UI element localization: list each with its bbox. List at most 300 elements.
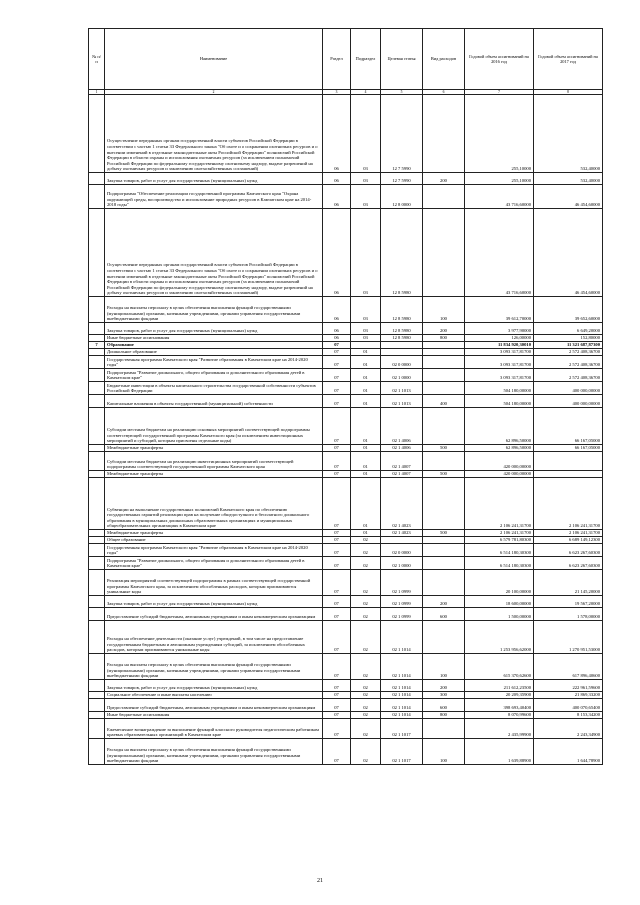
row-number: [89, 382, 105, 395]
subsection-code: 02: [351, 680, 381, 692]
target-article-code: 02 1 1014: [381, 692, 423, 699]
target-article-code: 02 1 1014: [381, 699, 423, 712]
amount-2016: 43 716,60000: [465, 209, 534, 297]
row-number: [89, 95, 105, 173]
table-row: [89, 699, 603, 712]
expense-type-code: [423, 185, 465, 209]
section-code: 07: [323, 408, 351, 445]
table-row: [89, 335, 603, 342]
amount-2017: 1 270 951,53000: [534, 621, 603, 654]
subsection-code: 03: [351, 323, 381, 335]
item-name: Осуществление переданных органам государственной власти субъектов Российской Федерации в соответствии с частью 1 статьи 33 Федерального закона "Об охоте и о сохранении охотничьих ресурсов и о внесении изменений в отдельные законодательные акты Российской Федерации" полномочий Российской Федерации в области охраны и использования охотничьих ресурсов (за исключением полномочий Российской Федерации по федеральному государственному охотничьему надзору, выдаче разрешений на добычу охотничьих ресурсов и заключению охотхозяйственных соглашений): [105, 209, 323, 297]
table-row: [89, 369, 603, 382]
section-code: 07: [323, 608, 351, 621]
section-code: 07: [323, 395, 351, 408]
item-name: Социальное обеспечение и иные выплаты населению: [105, 692, 323, 699]
target-article-code: [381, 349, 423, 356]
section-code: 07: [323, 692, 351, 699]
amount-2016: 211 612,23500: [465, 680, 534, 692]
target-article-code: 02 1 1014: [381, 680, 423, 692]
expense-type-code: [423, 342, 465, 349]
subsection-code: 02: [351, 557, 381, 570]
amount-2016: 2 106 241,31700: [465, 530, 534, 537]
amount-2017: 617 896,40600: [534, 654, 603, 680]
subsection-code: 01: [351, 530, 381, 537]
row-number: [89, 621, 105, 654]
row-number: [89, 699, 105, 712]
expense-type-code: [423, 570, 465, 596]
amount-2017: 46 454,60000: [534, 185, 603, 209]
amount-2016: 62 896,50000: [465, 408, 534, 445]
amount-2016: 420 000,00000: [465, 471, 534, 478]
amount-2017: 66 167,05000: [534, 445, 603, 452]
expense-type-code: [423, 452, 465, 471]
expense-type-code: [423, 537, 465, 544]
item-name: Закупка товаров, работ и услуг для государственных (муниципальных) нужд: [105, 173, 323, 185]
section-code: 06: [323, 297, 351, 323]
row-number: [89, 209, 105, 297]
target-article-code: 02 1 4007: [381, 452, 423, 471]
header-amount-2017: Годовой объем ассигнований на 2017 год: [534, 29, 603, 90]
expense-type-code: [423, 382, 465, 395]
section-code: 07: [323, 544, 351, 557]
table-row: [89, 478, 603, 530]
table-row: [89, 408, 603, 445]
subsection-code: 01: [351, 369, 381, 382]
section-code: 06: [323, 323, 351, 335]
item-name: Ежемесячное вознаграждение за выполнение функций классного руководителя педагогическим работникам краевых образовательных организаций в Камчатском крае: [105, 719, 323, 739]
table-row: [89, 544, 603, 557]
subsection-code: 02: [351, 739, 381, 765]
table-row: [89, 209, 603, 297]
subsection-code: 02: [351, 537, 381, 544]
subsection-code: 02: [351, 544, 381, 557]
amount-2017: 532,40000: [534, 95, 603, 173]
amount-2016: 1 639,88900: [465, 739, 534, 765]
subsection-code: 03: [351, 297, 381, 323]
target-article-code: 02 1 1014: [381, 712, 423, 719]
column-number: 5: [381, 90, 423, 95]
target-article-code: 02 1 1014: [381, 654, 423, 680]
amount-2017: 400 000,00000: [534, 382, 603, 395]
amount-2017: 2 572 408,36700: [534, 369, 603, 382]
section-code: 07: [323, 654, 351, 680]
target-article-code: 12 7 5990: [381, 173, 423, 185]
row-number: [89, 719, 105, 739]
budget-table-sheet: [88, 28, 602, 765]
subsection-code: 02: [351, 719, 381, 739]
item-name: Расходы на выплаты персоналу в целях обеспечения выполнения функций государственными (муниципальными) органами, казенными учреждениями, органами управления государственными внебюджетными фондами: [105, 739, 323, 765]
amount-2017: 6 623 267,60300: [534, 557, 603, 570]
section-code: 07: [323, 342, 351, 349]
row-number: [89, 680, 105, 692]
table-row: [89, 356, 603, 369]
expense-type-code: 100: [423, 654, 465, 680]
expense-type-code: 200: [423, 323, 465, 335]
column-number: 2: [105, 90, 323, 95]
amount-2017: 2 572 408,36700: [534, 349, 603, 356]
amount-2016: 6 514 180,30300: [465, 557, 534, 570]
table-row: [89, 323, 603, 335]
amount-2016: 6 514 180,30300: [465, 544, 534, 557]
amount-2016: 3 093 317,81700: [465, 369, 534, 382]
item-name: Расходы на обеспечение деятельности (оказание услуг) учреждений, в том числе на предоставление государственным бюджетным и автономным учреждениям субсидий, за исключением обособленных расходов, которым присваиваются уникальные коды: [105, 621, 323, 654]
target-article-code: 02 1 0999: [381, 596, 423, 608]
row-number: [89, 544, 105, 557]
subsection-code: 01: [351, 408, 381, 445]
amount-2017: 46 454,60000: [534, 209, 603, 297]
item-name: Закупка товаров, работ и услуг для государственных (муниципальных) нужд: [105, 680, 323, 692]
amount-2016: 43 716,60000: [465, 185, 534, 209]
expense-type-code: [423, 408, 465, 445]
item-name: Межбюджетные трансферты: [105, 445, 323, 452]
table-row: [89, 173, 603, 185]
expense-type-code: [423, 621, 465, 654]
subsection-code: 03: [351, 209, 381, 297]
header-num: № п/п: [89, 29, 105, 90]
expense-type-code: [423, 209, 465, 297]
amount-2017: 6 649,20000: [534, 323, 603, 335]
subsection-code: 01: [351, 478, 381, 530]
target-article-code: 02 1 0000: [381, 557, 423, 570]
amount-2017: 2 572 408,36700: [534, 356, 603, 369]
section-code: 07: [323, 596, 351, 608]
expense-type-code: [423, 356, 465, 369]
section-code: 07: [323, 452, 351, 471]
header-amount-2016: Годовой объем ассигнований на 2016 год: [465, 29, 534, 90]
row-number: [89, 739, 105, 765]
amount-2016: 255,10000: [465, 173, 534, 185]
item-name: Осуществление переданных органам государственной власти субъектов Российской Федерации в соответствии с частью 1 статьи 33 Федерального закона "Об охоте и о сохранении охотничьих ресурсов и о внесении изменений в отдельные законодательные акты Российской Федерации" полномочий Российской Федерации в области охраны и использования охотничьих ресурсов (за исключением полномочий Российской Федерации по федеральному государственному охотничьему надзору, выдаче разрешений на добычу охотничьих ресурсов и заключению охотхозяйственных соглашений): [105, 95, 323, 173]
table-row: [89, 471, 603, 478]
header-name: Наименование: [105, 29, 323, 90]
target-article-code: [381, 537, 423, 544]
subsection-code: 02: [351, 699, 381, 712]
expense-type-code: [423, 95, 465, 173]
expense-type-code: 500: [423, 530, 465, 537]
section-code: 07: [323, 557, 351, 570]
row-number: [89, 173, 105, 185]
target-article-code: 02 0 0000: [381, 356, 423, 369]
section-code: 06: [323, 185, 351, 209]
target-article-code: 02 1 4023: [381, 530, 423, 537]
amount-2016: 1 500,00000: [465, 608, 534, 621]
expense-type-code: 500: [423, 445, 465, 452]
section-code: 07: [323, 530, 351, 537]
item-name: Общее образование: [105, 537, 323, 544]
subsection-code: 01: [351, 395, 381, 408]
section-code: 07: [323, 621, 351, 654]
amount-2016: 1 253 956,62000: [465, 621, 534, 654]
target-article-code: 02 1 1014: [381, 621, 423, 654]
item-name: Подпрограмма "Развитие дошкольного, общего образования и дополнительного образования детей в Камчатском крае": [105, 369, 323, 382]
amount-2016: 3 977,90000: [465, 323, 534, 335]
row-number: [89, 654, 105, 680]
item-name: Субвенции на выполнение государственных полномочий Камчатского края по обеспечению государственных гарантий реализации прав на получение общедоступного и бесплатного дошкольного образования в муниципальных дошкольных образовательных организациях и муниципальных общеобразовательных организациях в Камчатском крае: [105, 478, 323, 530]
target-article-code: 02 1 1017: [381, 739, 423, 765]
target-article-code: 02 1 1017: [381, 719, 423, 739]
row-number: [89, 323, 105, 335]
target-article-code: 12 8 5980: [381, 209, 423, 297]
section-code: 07: [323, 719, 351, 739]
amount-2016: 39 612,70000: [465, 297, 534, 323]
table-row: [89, 680, 603, 692]
column-number: 4: [351, 90, 381, 95]
header-subsection: Подраздел: [351, 29, 381, 90]
amount-2016: 398 693,40400: [465, 699, 534, 712]
amount-2017: 1 644,78900: [534, 739, 603, 765]
table-body: [89, 95, 603, 765]
table-row: [89, 95, 603, 173]
column-number: 8: [534, 90, 603, 95]
amount-2017: 6 689 149,12300: [534, 537, 603, 544]
item-name: Государственная программа Камчатского края "Развитие образования в Камчатском крае на 2014-2020 годы": [105, 356, 323, 369]
header-expense-type: Вид расходов: [423, 29, 465, 90]
table-row: [89, 596, 603, 608]
amount-2016: 18 600,00000: [465, 596, 534, 608]
page-number: 21: [317, 878, 323, 884]
target-article-code: 02 1 4006: [381, 408, 423, 445]
item-name: Подпрограмма "Обеспечение реализации государственной программы Камчатского края "Охрана окружающей среды, воспроизводство и использование природных ресурсов в Камчатском крае на 2014-2018 годы": [105, 185, 323, 209]
item-name: Бюджетные инвестиции в объекты капитального строительства государственной собственности субъектов Российской Федерации: [105, 382, 323, 395]
table-row: [89, 445, 603, 452]
amount-2017: 400 070,65400: [534, 699, 603, 712]
row-number: [89, 335, 105, 342]
target-article-code: 02 1 4006: [381, 445, 423, 452]
item-name: Расходы на выплаты персоналу в целях обеспечения выполнения функций государственными (муниципальными) органами, казенными учреждениями, органами управления государственными внебюджетными фондами: [105, 654, 323, 680]
target-article-code: 12 8 5980: [381, 297, 423, 323]
amount-2017: 6 623 267,60300: [534, 544, 603, 557]
target-article-code: 02 1 1013: [381, 395, 423, 408]
row-number: [89, 692, 105, 699]
expense-type-code: [423, 719, 465, 739]
target-article-code: 02 1 4023: [381, 478, 423, 530]
row-number: [89, 395, 105, 408]
row-number: [89, 452, 105, 471]
amount-2016: 2 435,99900: [465, 719, 534, 739]
amount-2017: 400 000,00000: [534, 395, 603, 408]
expense-type-code: 100: [423, 739, 465, 765]
expense-type-code: 600: [423, 699, 465, 712]
amount-2016: 2 106 241,31700: [465, 478, 534, 530]
table-row: [89, 570, 603, 596]
amount-2017: 66 167,05000: [534, 408, 603, 445]
subsection-code: 01: [351, 356, 381, 369]
row-number: [89, 356, 105, 369]
expense-type-code: 800: [423, 712, 465, 719]
subsection-code: 03: [351, 185, 381, 209]
table-row: [89, 557, 603, 570]
expense-type-code: 600: [423, 608, 465, 621]
row-number: [89, 596, 105, 608]
table-row: [89, 621, 603, 654]
row-number: [89, 297, 105, 323]
table-row: [89, 608, 603, 621]
table-row: [89, 712, 603, 719]
section-code: 06: [323, 209, 351, 297]
amount-2016: 504 180,00000: [465, 382, 534, 395]
budget-table: [88, 28, 603, 765]
row-number: [89, 478, 105, 530]
subsection-code: 02: [351, 692, 381, 699]
table-row: [89, 739, 603, 765]
expense-type-code: 500: [423, 471, 465, 478]
amount-2017: 11 321 687,87300: [534, 342, 603, 349]
target-article-code: 02 1 0999: [381, 608, 423, 621]
target-article-code: 02 1 0000: [381, 369, 423, 382]
amount-2016: 3 093 317,81700: [465, 356, 534, 369]
amount-2016: 20 209,35900: [465, 692, 534, 699]
column-number: 3: [323, 90, 351, 95]
column-number: 6: [423, 90, 465, 95]
item-name: Субсидии местным бюджетам на реализацию инвестиционных мероприятий соответствующей подпрограммы соответствующей государственной программы Камчатского края: [105, 452, 323, 471]
expense-type-code: 300: [423, 692, 465, 699]
subsection-code: 01: [351, 452, 381, 471]
row-number: [89, 185, 105, 209]
amount-2017: 152,80000: [534, 335, 603, 342]
amount-2017: 2 106 241,31700: [534, 530, 603, 537]
subsection-code: 02: [351, 608, 381, 621]
row-number: [89, 471, 105, 478]
target-article-code: 02 1 4007: [381, 471, 423, 478]
table-row: [89, 719, 603, 739]
header-target-article: Целевая статья: [381, 29, 423, 90]
subsection-code: 02: [351, 596, 381, 608]
item-name: Межбюджетные трансферты: [105, 530, 323, 537]
row-number: [89, 557, 105, 570]
table-row: [89, 382, 603, 395]
item-name: Предоставление субсидий бюджетным, автономным учреждениям и иным некоммерческим организациям: [105, 608, 323, 621]
row-number: [89, 712, 105, 719]
row-number: [89, 369, 105, 382]
expense-type-code: 100: [423, 297, 465, 323]
item-name: Субсидии местным бюджетам на реализацию основных мероприятий соответствующей подпрограммы соответствующей государственной программы Камчатского края (за исключением инвестиционных мероприятий и субсидий, которым присвоены отдельные коды): [105, 408, 323, 445]
amount-2016: 504 180,00000: [465, 395, 534, 408]
section-code: 07: [323, 537, 351, 544]
section-code: 07: [323, 712, 351, 719]
expense-type-code: [423, 349, 465, 356]
amount-2016: 420 000,00000: [465, 452, 534, 471]
amount-2017: 2 243,34900: [534, 719, 603, 739]
item-name: Реализация мероприятий соответствующей подпрограммы в рамках соответствующей государственной программы Камчатского края, за исключением обособленных расходов, которым присваиваются уникальные коды: [105, 570, 323, 596]
amount-2017: [534, 452, 603, 471]
row-number: [89, 608, 105, 621]
amount-2017: 222 961,59600: [534, 680, 603, 692]
item-name: Подпрограмма "Развитие дошкольного, общего образования и дополнительного образования детей в Камчатском крае": [105, 557, 323, 570]
amount-2017: 8 153,34200: [534, 712, 603, 719]
table-row: [89, 395, 603, 408]
item-name: Образование: [105, 342, 323, 349]
expense-type-code: 400: [423, 395, 465, 408]
subsection-code: 01: [351, 382, 381, 395]
item-name: Закупка товаров, работ и услуг для государственных (муниципальных) нужд: [105, 323, 323, 335]
table-row: [89, 530, 603, 537]
item-name: Иные бюджетные ассигнования: [105, 712, 323, 719]
table-row: [89, 349, 603, 356]
header-row: [89, 29, 603, 90]
section-code: 06: [323, 335, 351, 342]
amount-2016: 6 579 781,80300: [465, 537, 534, 544]
target-article-code: 12 8 5980: [381, 335, 423, 342]
row-number: [89, 530, 105, 537]
row-number: 7: [89, 342, 105, 349]
column-number: 1: [89, 90, 105, 95]
column-number: 7: [465, 90, 534, 95]
amount-2017: 19 567,20000: [534, 596, 603, 608]
section-code: 07: [323, 570, 351, 596]
amount-2017: 532,40000: [534, 173, 603, 185]
row-number: [89, 537, 105, 544]
section-code: 07: [323, 739, 351, 765]
subsection-code: 01: [351, 349, 381, 356]
table-row: [89, 452, 603, 471]
table-row: [89, 297, 603, 323]
row-number: [89, 349, 105, 356]
row-number: [89, 408, 105, 445]
amount-2017: 21 869,33200: [534, 692, 603, 699]
subsection-code: [351, 342, 381, 349]
item-name: Дошкольное образование: [105, 349, 323, 356]
target-article-code: 12 7 5990: [381, 95, 423, 173]
table-row: [89, 537, 603, 544]
amount-2017: [534, 471, 603, 478]
table-row: [89, 692, 603, 699]
target-article-code: 12 8 0000: [381, 185, 423, 209]
row-number: [89, 570, 105, 596]
subsection-code: 02: [351, 712, 381, 719]
section-code: 07: [323, 356, 351, 369]
expense-type-code: 200: [423, 173, 465, 185]
target-article-code: 02 1 1013: [381, 382, 423, 395]
subsection-code: 02: [351, 621, 381, 654]
section-code: 06: [323, 95, 351, 173]
subsection-code: 02: [351, 570, 381, 596]
amount-2017: 21 145,20000: [534, 570, 603, 596]
expense-type-code: 200: [423, 596, 465, 608]
amount-2016: 11 834 920,30010: [465, 342, 534, 349]
table-row: [89, 654, 603, 680]
table-row: [89, 185, 603, 209]
amount-2017: 2 106 241,31700: [534, 478, 603, 530]
section-code: 07: [323, 349, 351, 356]
target-article-code: 02 0 0000: [381, 544, 423, 557]
expense-type-code: 800: [423, 335, 465, 342]
section-code: 07: [323, 680, 351, 692]
section-code: 06: [323, 173, 351, 185]
item-name: Государственная программа Камчатского края "Развитие образования в Камчатском крае на 2014-2020 годы": [105, 544, 323, 557]
section-code: 07: [323, 445, 351, 452]
item-name: Иные бюджетные ассигнования: [105, 335, 323, 342]
section-code: 07: [323, 382, 351, 395]
subsection-code: 03: [351, 95, 381, 173]
section-code: 07: [323, 369, 351, 382]
item-name: Предоставление субсидий бюджетным, автономным учреждениям и иным некоммерческим организациям: [105, 699, 323, 712]
header-section: Раздел: [323, 29, 351, 90]
section-code: 07: [323, 478, 351, 530]
item-name: Расходы на выплаты персоналу в целях обеспечения выполнения функций государственными (муниципальными) органами, казенными учреждениями, органами управления государственными внебюджетными фондами: [105, 297, 323, 323]
expense-type-code: [423, 544, 465, 557]
amount-2016: 615 370,62600: [465, 654, 534, 680]
amount-2016: 20 100,00000: [465, 570, 534, 596]
section-code: 07: [323, 699, 351, 712]
expense-type-code: [423, 369, 465, 382]
amount-2016: 62 896,50000: [465, 445, 534, 452]
item-name: Закупка товаров, работ и услуг для государственных (муниципальных) нужд: [105, 596, 323, 608]
target-article-code: [381, 342, 423, 349]
amount-2017: 1 578,00000: [534, 608, 603, 621]
subsection-code: 02: [351, 654, 381, 680]
row-number: [89, 445, 105, 452]
